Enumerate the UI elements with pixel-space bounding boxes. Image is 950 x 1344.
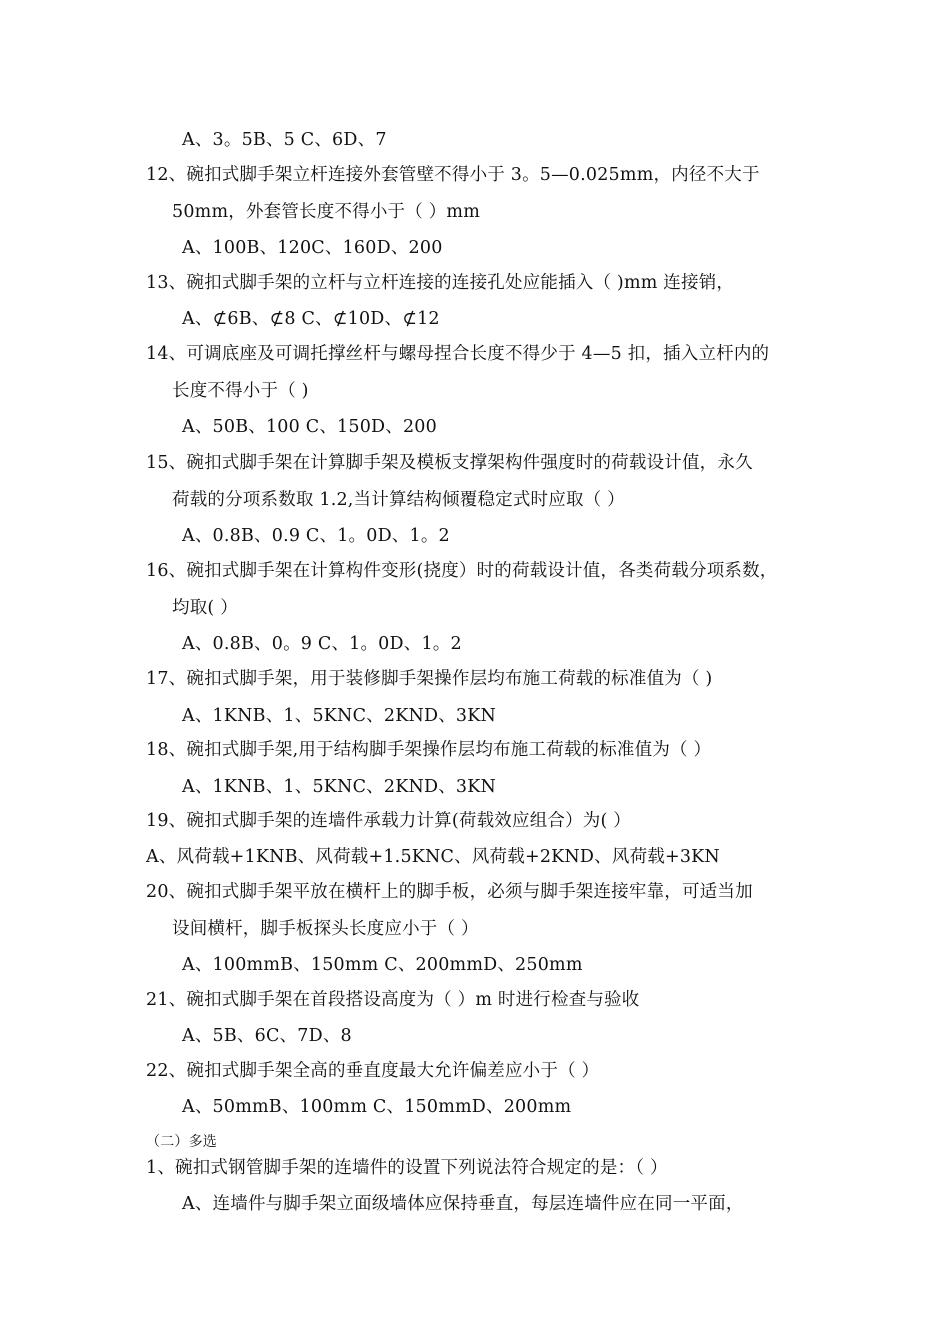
question-16-continued: 均取( ）	[172, 598, 238, 618]
question-20: 20、碗扣式脚手架平放在横杆上的脚手板，必须与脚手架连接牢靠，可适当加	[146, 882, 753, 902]
answer-options-11: A、3。5B、5 C、6D、7	[182, 130, 387, 150]
question-15: 15、碗扣式脚手架在计算脚手架及模板支撑架构件强度时的荷载设计值，永久	[146, 453, 753, 473]
question-14-continued: 长度不得小于（ )	[172, 381, 309, 401]
answer-options-12: A、100B、120C、160D、200	[182, 238, 443, 258]
question-20-continued: 设间横杆，脚手板探头长度应小于（ ）	[172, 919, 479, 939]
answer-options-14: A、50B、100 C、150D、200	[182, 417, 437, 437]
question-21: 21、碗扣式脚手架在首段搭设高度为（ ）m 时进行检查与验收	[146, 990, 640, 1010]
answer-options-17: A、1KNB、1、5KNC、2KND、3KN	[182, 706, 497, 726]
answer-options-22: A、50mmB、100mm C、150mmD、200mm	[182, 1097, 572, 1117]
answer-options-18: A、1KNB、1、5KNC、2KND、3KN	[182, 777, 497, 797]
answer-options-15: A、0.8B、0.9 C、1。0D、1。2	[182, 526, 450, 546]
multi-question-1-option-a: A、连墙件与脚手架立面级墙体应保持垂直，每层连墙件应在同一平面，	[182, 1194, 744, 1214]
question-14: 14、可调底座及可调托撑丝杆与螺母捏合长度不得少于 4—5 扣，插入立杆内的	[146, 344, 770, 364]
question-12: 12、碗扣式脚手架立杆连接外套管壁不得小于 3。5—0.025mm，内径不大于	[146, 165, 760, 185]
answer-options-13: A、⊄6B、⊄8 C、⊄10D、⊄12	[182, 309, 440, 329]
question-22: 22、碗扣式脚手架全高的垂直度最大允许偏差应小于（ ）	[146, 1061, 600, 1081]
answer-options-19: A、风荷载+1KNB、风荷载+1.5KNC、风荷载+2KND、风荷载+3KN	[146, 847, 720, 867]
section-heading-multiple-choice: （二）多选	[146, 1134, 217, 1150]
question-16: 16、碗扣式脚手架在计算构件变形(挠度）时的荷载设计值，各类荷载分项系数，	[146, 561, 778, 581]
question-17: 17、碗扣式脚手架，用于装修脚手架操作层均布施工荷载的标准值为（ )	[146, 669, 713, 689]
question-15-continued: 荷载的分项系数取 1.2,当计算结构倾覆稳定式时应取（ ）	[172, 490, 625, 510]
question-13: 13、碗扣式脚手架的立杆与立杆连接的连接孔处应能插入（ )mm 连接销，	[146, 273, 735, 293]
answer-options-21: A、5B、6C、7D、8	[182, 1026, 352, 1046]
answer-options-20: A、100mmB、150mm C、200mmD、250mm	[182, 955, 583, 975]
question-18: 18、碗扣式脚手架,用于结构脚手架操作层均布施工荷载的标准值为（ ）	[146, 740, 712, 760]
question-12-continued: 50mm，外套管长度不得小于（ ）mm	[172, 202, 481, 222]
answer-options-16: A、0.8B、0。9 C、1。0D、1。2	[182, 634, 462, 654]
question-19: 19、碗扣式脚手架的连墙件承载力计算(荷载效应组合）为( ）	[146, 811, 631, 831]
multi-question-1: 1、碗扣式钢管脚手架的连墙件的设置下列说法符合规定的是：（ ）	[146, 1158, 668, 1178]
